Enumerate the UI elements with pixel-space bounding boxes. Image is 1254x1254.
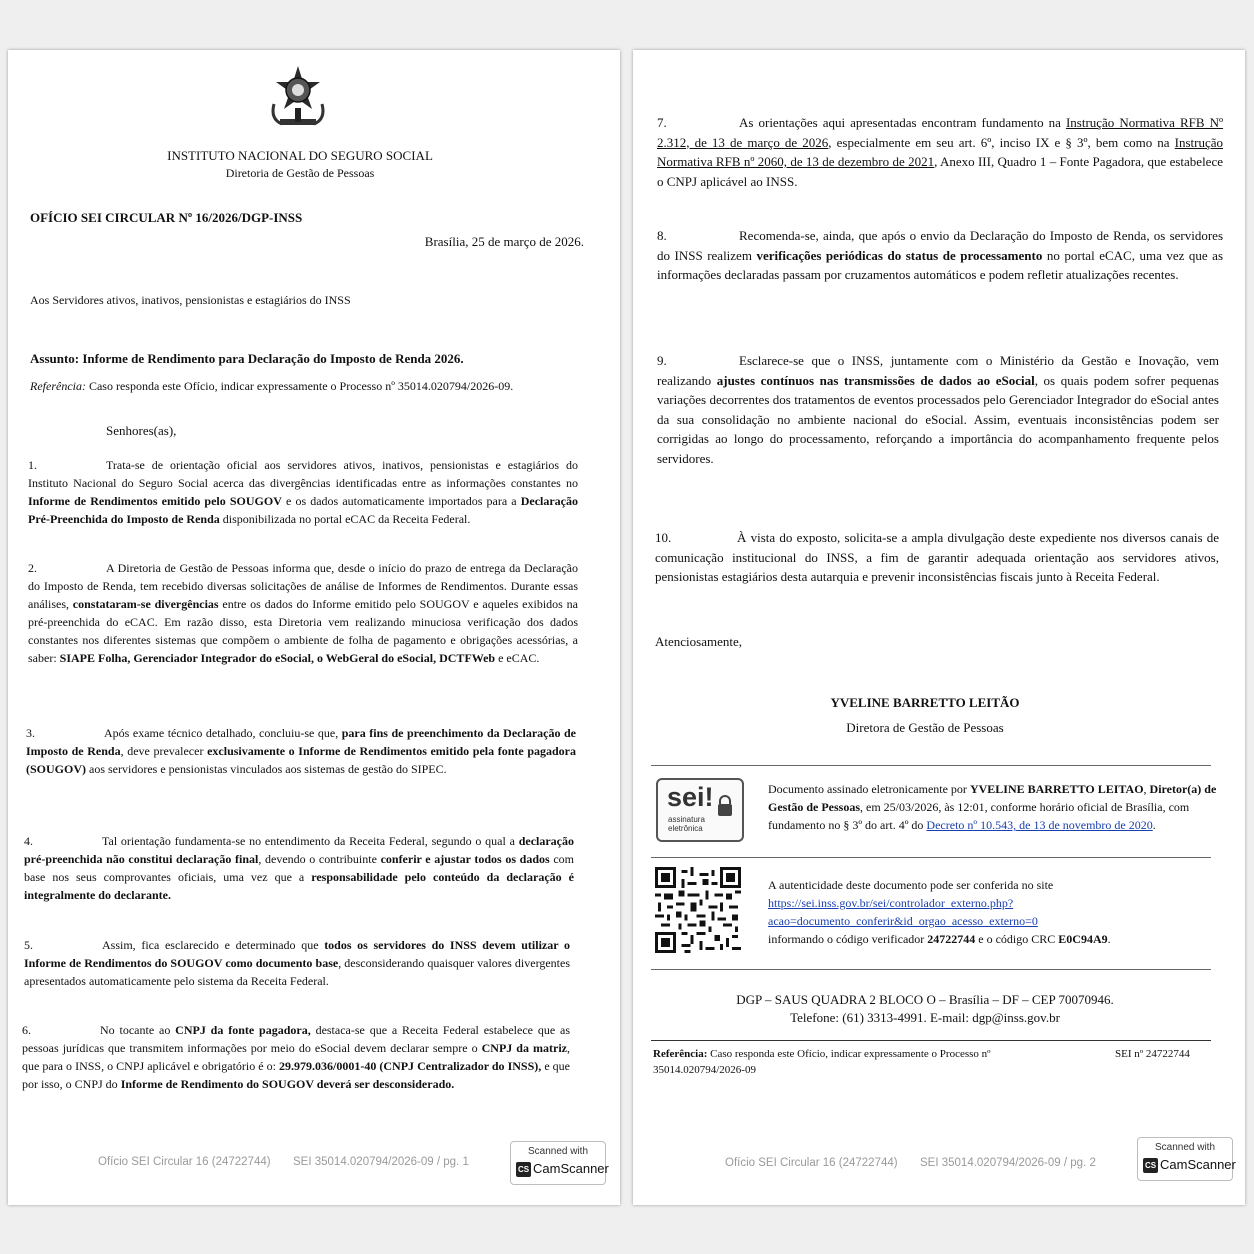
doc-title: OFÍCIO SEI CIRCULAR Nº 16/2026/DGP-INSS <box>30 210 303 225</box>
decree-link[interactable]: Decreto nº 10.543, de 13 de novembro de 2020 <box>926 818 1153 832</box>
camscanner-logo-icon: CS <box>1143 1158 1158 1173</box>
paragraph-6: 6. No tocante ao CNPJ da fonte pagadora, destaca-se que a Receita Federal estabelece que as pessoas jurídicas que transmitem informações por meio do eSocial devem declarar sempre o CNPJ da matriz, que para o INSS, o CNPJ aplicável e obrigatório é o: 29.979.036/0001-40 (CNPJ Centralizador do INSS), e que por isso, o CNPJ do Informe de Rendimento do SOUGOV deverá ser desconsiderado. <box>22 1023 571 1091</box>
paragraph-4: 4. Tal orientação fundamenta-se no entendimento da Receita Federal, segundo o qual a declaração pré-preenchida não constitui declaração final, devendo o contribuinte conferir e ajustar todos os dados com base nos seus comprovantes oficiais, uma vez que a responsabilidade pelo conteúdo da declaração é integralmente do declarante. <box>24 834 574 902</box>
document-page-2 <box>633 50 1245 1205</box>
subject: Assunto: Informe de Rendimento para Declaração do Imposto de Renda 2026. <box>30 351 464 366</box>
document-page-1 <box>8 50 620 1205</box>
signature-statement: Documento assinado eletronicamente por YVELINE BARRETTO LEITAO, Diretor(a) de Gestão de Pessoas, em 25/03/2026, às 12:01, conforme horário oficial de Brasília, com fundamento no § 3º do art. 4º do Decreto nº 10.543, de 13 de novembro de 2020. <box>768 782 1217 832</box>
page-footer-right: SEI 35014.020794/2026-09 / pg. 2 <box>920 1157 1096 1169</box>
salutation: Senhores(as), <box>106 423 177 438</box>
authenticity-statement: A autenticidade deste documento pode ser conferida no site https://sei.inss.gov.br/sei/controlador_externo.php? acao=documento_conferir&id_orgao_acesso_externo=0 informando o código verificador 24722744 e o código CRC E0C94A9. <box>768 876 1218 948</box>
signer-name: YVELINE BARRETTO LEITÃO <box>830 695 1020 710</box>
paragraph-9: 9. Esclarece-se que o INSS, juntamente com o Ministério da Gestão e Inovação, vem realizando ajustes contínuos nas transmissões de dados ao eSocial, os quais podem sofrer pequenas variações decorrentes dos tratamentos de eventos processados pelo Gerenciador Integrador do eSocial antes da sua consolidação no ambiente nacional do eSocial. Assim, eventuais inconsistências podem ser corrigidas ao longo do processamento, reforçando a importância do acompanhamento frequente pelos servidores. <box>657 353 1219 466</box>
signer-role: Diretora de Gestão de Pessoas <box>846 720 1004 735</box>
footer-reference: Referência: Caso responda este Ofício, indicar expressamente o Processo nº 35014.020794/2026-09 <box>653 1048 991 1076</box>
qr-code-icon <box>655 867 741 953</box>
reference: Referência: Caso responda este Ofício, indicar expressamente o Processo nº 35014.020794/2026-09. <box>30 379 514 393</box>
page-footer-left: Ofício SEI Circular 16 (24722744) <box>98 1156 271 1168</box>
camscanner-badge: Scanned with CS CamScanner <box>1137 1137 1233 1181</box>
department-name: Diretoria de Gestão de Pessoas <box>225 166 375 180</box>
page-footer-left: Ofício SEI Circular 16 (24722744) <box>725 1157 898 1169</box>
paragraph-5: 5. Assim, fica esclarecido e determinado que todos os servidores do INSS devem utilizar o Informe de Rendimentos do SOUGOV como documento base, desconsiderando quaisquer valores divergentes apresentados automaticamente pelo sistema da Receita Federal. <box>24 938 571 988</box>
paragraph-10: 10. À vista do exposto, solicita-se a ampla divulgação deste expediente nos diversos canais de comunicação institucional do INSS, a fim de garantir adequada orientação aos servidores ativos, pensionistas estagiários desta autarquia e prevenir inconsistências fiscais junto à Receita Federal. <box>655 530 1219 585</box>
date-line: Brasília, 25 de março de 2026. <box>424 234 584 249</box>
divider <box>651 1040 1211 1041</box>
verification-link[interactable]: https://sei.inss.gov.br/sei/controlador_externo.php? <box>768 896 1014 910</box>
divider <box>651 857 1211 858</box>
coat-of-arms-icon <box>268 64 328 130</box>
camscanner-logo-icon: CS <box>516 1162 531 1177</box>
divider <box>651 765 1211 766</box>
closing: Atenciosamente, <box>655 634 742 649</box>
paragraph-8: 8. Recomenda-se, ainda, que após o envio da Declaração do Imposto de Renda, os servidores do INSS realizem verificações periódicas do status de processamento no portal eCAC, uma vez que as informações declaradas passam por cruzamentos automáticos e podem refletir atualizações recentes. <box>657 228 1224 283</box>
footer-sei-number: SEI nº 24722744 <box>1115 1048 1190 1060</box>
institution-name: INSTITUTO NACIONAL DO SEGURO SOCIAL <box>167 148 433 163</box>
address-line-2: Telefone: (61) 3313-4991. E-mail: dgp@inss.gov.br <box>790 1010 1060 1025</box>
paragraph-7: 7. As orientações aqui apresentadas encontram fundamento na Instrução Normativa RFB Nº 2.312, de 13 de março de 2026, especialmente em seu art. 6º, inciso IX e § 3º, bem como na Instrução Normativa RFB nº 2060, de 13 de dezembro de 2021, Anexo III, Quadro 1 – Fonte Pagadora, que estabelece o CNPJ aplicável ao INSS. <box>657 115 1224 189</box>
page-footer-right: SEI 35014.020794/2026-09 / pg. 1 <box>293 1156 469 1168</box>
lock-icon <box>716 794 734 818</box>
sei-signature-logo-icon: sei! assinatura eletrônica <box>656 778 744 842</box>
camscanner-badge: Scanned with CS CamScanner <box>510 1141 606 1185</box>
divider <box>651 969 1211 970</box>
paragraph-3: 3. Após exame técnico detalhado, concluiu-se que, para fins de preenchimento da Declaração de Imposto de Renda, deve prevalecer exclusivamente o Informe de Rendimentos emitido pela fonte pagadora (SOUGOV) aos servidores e pensionistas vinculados aos sistemas de gestão do SIPEC. <box>26 726 577 776</box>
paragraph-1: 1. Trata-se de orientação oficial aos servidores ativos, inativos, pensionistas e estagiários do Instituto Nacional do Seguro Social acerca das divergências identificadas entre as informações constantes no Informe de Rendimentos emitido pelo SOUGOV e os dados automaticamente importados para a Declaração Pré-Preenchida do Imposto de Renda disponibilizada no portal eCAC da Receita Federal. <box>28 458 579 526</box>
address-line-1: DGP – SAUS QUADRA 2 BLOCO O – Brasília – DF – CEP 70070946. <box>736 992 1114 1007</box>
verification-link-continued[interactable]: acao=documento_conferir&id_orgao_acesso_externo=0 <box>768 914 1038 928</box>
paragraph-2: 2. A Diretoria de Gestão de Pessoas informa que, desde o início do prazo de entrega da Declaração do Imposto de Renda, tem recebido diversas solicitações de análise de Informes de Rendimentos. Durante essas análises, constataram-se divergências entre os dados do Informe emitido pelo SOUGOV e aqueles exibidos na pré-preenchida do eCAC. Em razão disso, esta Diretoria vem realizando minuciosa verificação dos dados constantes nos diferentes sistemas que compõem o ambiente de folha de pagamento e obrigações acessórias, a saber: SIAPE Folha, Gerenciador Integrador do eSocial, o WebGeral do eSocial, DCTFWeb e eCAC. <box>28 561 578 665</box>
addressee: Aos Servidores ativos, inativos, pensionistas e estagiários do INSS <box>30 293 351 307</box>
